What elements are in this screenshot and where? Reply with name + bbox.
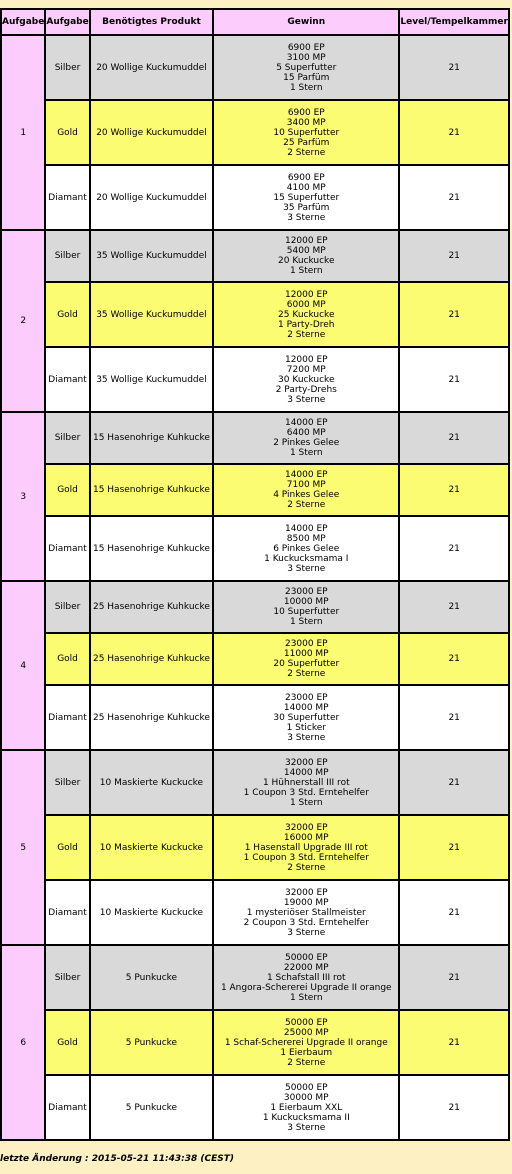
reward-line: 50000 EP — [284, 1082, 328, 1093]
level-cell: 21 — [399, 1010, 509, 1075]
reward-cell — [213, 815, 399, 880]
reward-line: 2 Sterne — [287, 500, 326, 510]
reward-line: 1 mysteriöser Stallmeister — [246, 907, 366, 918]
reward-line: 1 Stern — [289, 617, 323, 627]
reward-cell — [213, 581, 399, 633]
reward-line: 3 Sterne — [287, 927, 326, 938]
product-cell: 20 Wollige Kuckumuddel — [90, 165, 213, 230]
reward-line: 1 Schafstall III rot — [266, 972, 346, 983]
reward-line: 20 Superfutter — [273, 659, 340, 669]
reward-cell — [213, 35, 399, 100]
reward-line: 25000 MP — [283, 1027, 329, 1038]
reward-line: 50000 EP — [284, 952, 328, 963]
table-row — [1, 100, 509, 165]
tier-cell: Silber — [45, 581, 89, 633]
reward-line: 14000 EP — [284, 523, 328, 534]
level-cell: 21 — [399, 347, 509, 412]
reward-cell — [213, 464, 399, 516]
reward-cell — [213, 100, 399, 165]
tier-cell: Gold — [45, 815, 89, 880]
table-row — [1, 347, 509, 412]
product-cell: 5 Punkucke — [90, 1075, 213, 1140]
task-number-cell: 2 — [1, 230, 45, 412]
table-row — [1, 880, 509, 945]
table-row — [1, 815, 509, 880]
reward-line: 1 Sticker — [286, 722, 326, 733]
task-number-cell: 3 — [1, 412, 45, 581]
product-cell: 25 Hasenohrige Kuhkucke — [90, 581, 213, 633]
reward-line: 50000 EP — [284, 1017, 328, 1028]
reward-cell — [213, 1075, 399, 1140]
table-row — [1, 35, 509, 100]
tier-cell: Silber — [45, 35, 89, 100]
reward-line: 10000 MP — [283, 597, 329, 607]
table-row — [1, 581, 509, 633]
reward-line: 32000 EP — [284, 757, 328, 768]
reward-cell — [213, 516, 399, 581]
product-cell: 10 Maskierte Kuckucke — [90, 815, 213, 880]
level-cell: 21 — [399, 165, 509, 230]
level-cell: 21 — [399, 230, 509, 282]
reward-line: 23000 EP — [284, 639, 328, 649]
product-cell: 5 Punkucke — [90, 945, 213, 1010]
reward-line: 6400 MP — [286, 428, 326, 438]
reward-line: 3 Sterne — [287, 732, 326, 743]
last-modified-footer: letzte Änderung : 2015-05-21 11:43:38 (CEST) — [0, 1154, 234, 1164]
reward-line: 2 Sterne — [287, 329, 326, 340]
tier-cell: Silber — [45, 750, 89, 815]
reward-line: 5 Superfutter — [276, 62, 337, 73]
tier-cell: Silber — [45, 412, 89, 464]
tier-cell: Gold — [45, 633, 89, 685]
level-cell: 21 — [399, 464, 509, 516]
reward-line: 1 Coupon 3 Std. Erntehelfer — [243, 852, 369, 863]
reward-line: 1 Stern — [289, 797, 323, 808]
reward-line: 23000 EP — [284, 587, 328, 597]
task-number-cell: 4 — [1, 581, 45, 750]
reward-cell — [213, 685, 399, 750]
reward-cell — [213, 347, 399, 412]
reward-line: 2 Party-Drehs — [275, 384, 337, 395]
product-cell: 15 Hasenohrige Kuhkucke — [90, 412, 213, 464]
reward-line: 6000 MP — [286, 299, 326, 310]
table-row — [1, 230, 509, 282]
reward-line: 35 Parfüm — [283, 202, 330, 213]
reward-cell — [213, 282, 399, 347]
reward-line: 25 Parfüm — [283, 137, 330, 148]
reward-line: 4100 MP — [286, 182, 326, 193]
reward-line: 22000 MP — [283, 962, 329, 973]
task-number-cell: 5 — [1, 750, 45, 945]
level-cell: 21 — [399, 880, 509, 945]
table-row — [1, 165, 509, 230]
reward-line: 1 Schaf-Schererei Upgrade II orange — [224, 1037, 388, 1048]
reward-cell — [213, 633, 399, 685]
reward-line: 19000 MP — [283, 897, 329, 908]
product-cell: 35 Wollige Kuckumuddel — [90, 230, 213, 282]
reward-line: 11000 MP — [283, 649, 329, 659]
level-cell: 21 — [399, 750, 509, 815]
header-row — [1, 9, 509, 35]
reward-line: 30 Superfutter — [273, 712, 340, 723]
tier-cell: Diamant — [45, 685, 89, 750]
tier-cell: Silber — [45, 230, 89, 282]
product-cell: 25 Hasenohrige Kuhkucke — [90, 685, 213, 750]
header-reward: Gewinn — [213, 9, 399, 35]
reward-cell — [213, 412, 399, 464]
reward-line: 12000 EP — [284, 236, 328, 246]
reward-line: 1 Stern — [289, 266, 323, 276]
reward-line: 15 Parfüm — [283, 72, 330, 83]
level-cell: 21 — [399, 412, 509, 464]
reward-line: 3400 MP — [286, 117, 326, 128]
reward-line: 1 Kuckucksmama II — [262, 1112, 350, 1123]
reward-line: 30000 MP — [283, 1092, 329, 1103]
reward-line: 2 Sterne — [287, 862, 326, 873]
reward-line: 2 Sterne — [287, 1057, 326, 1068]
product-cell: 10 Maskierte Kuckucke — [90, 750, 213, 815]
level-cell: 21 — [399, 282, 509, 347]
product-cell: 35 Wollige Kuckumuddel — [90, 282, 213, 347]
reward-line: 20 Kuckucke — [278, 256, 335, 266]
product-cell: 15 Hasenohrige Kuhkucke — [90, 516, 213, 581]
tier-cell: Gold — [45, 1010, 89, 1075]
reward-line: 3 Sterne — [287, 394, 326, 405]
reward-line: 30 Kuckucke — [278, 374, 335, 385]
reward-line: 16000 MP — [283, 832, 329, 843]
product-cell: 35 Wollige Kuckumuddel — [90, 347, 213, 412]
table-row — [1, 464, 509, 516]
reward-line: 1 Stern — [289, 82, 323, 93]
reward-line: 6900 EP — [287, 42, 325, 53]
table-row — [1, 1075, 509, 1140]
reward-line: 1 Kuckucksmama I — [264, 553, 349, 564]
tier-cell: Diamant — [45, 165, 89, 230]
table-row — [1, 282, 509, 347]
tier-cell: Diamant — [45, 880, 89, 945]
reward-line: 1 Eierbaum XXL — [270, 1102, 343, 1113]
tier-cell: Gold — [45, 464, 89, 516]
table-body — [1, 35, 509, 1140]
reward-line: 14000 EP — [284, 470, 328, 480]
reward-line: 2 Coupon 3 Std. Erntehelfer — [243, 917, 369, 928]
reward-line: 1 Stern — [289, 992, 323, 1003]
reward-line: 2 Sterne — [287, 147, 326, 158]
reward-cell — [213, 1010, 399, 1075]
product-cell: 25 Hasenohrige Kuhkucke — [90, 633, 213, 685]
table-row — [1, 750, 509, 815]
reward-line: 8500 MP — [286, 533, 326, 544]
reward-line: 1 Hühnerstall III rot — [262, 777, 350, 788]
reward-line: 15 Superfutter — [273, 192, 340, 203]
table-row — [1, 412, 509, 464]
level-cell: 21 — [399, 100, 509, 165]
tier-cell: Diamant — [45, 1075, 89, 1140]
reward-line: 32000 EP — [284, 822, 328, 833]
product-cell: 15 Hasenohrige Kuhkucke — [90, 464, 213, 516]
product-cell: 10 Maskierte Kuckucke — [90, 880, 213, 945]
tier-cell: Gold — [45, 282, 89, 347]
task-number-cell: 6 — [1, 945, 45, 1140]
reward-line: 25 Kuckucke — [278, 309, 335, 320]
level-cell: 21 — [399, 685, 509, 750]
reward-line: 5400 MP — [286, 246, 326, 256]
reward-line: 6900 EP — [287, 172, 325, 183]
level-cell: 21 — [399, 945, 509, 1010]
level-cell: 21 — [399, 516, 509, 581]
reward-cell — [213, 750, 399, 815]
level-cell: 21 — [399, 581, 509, 633]
reward-line: 14000 MP — [283, 702, 329, 713]
reward-line: 1 Stern — [289, 448, 323, 458]
reward-line: 10 Superfutter — [273, 607, 340, 617]
header-level: Level/Tempelkammer — [399, 9, 509, 35]
reward-line: 4 Pinkes Gelee — [273, 490, 340, 500]
reward-line: 7200 MP — [286, 364, 326, 375]
reward-line: 32000 EP — [284, 887, 328, 898]
reward-line: 1 Angora-Schererei Upgrade II orange — [220, 982, 392, 993]
reward-line: 6 Pinkes Gelee — [273, 543, 340, 554]
table-row — [1, 945, 509, 1010]
reward-cell — [213, 230, 399, 282]
tier-cell: Silber — [45, 945, 89, 1010]
tasks-table — [0, 8, 510, 1141]
reward-line: 1 Party-Dreh — [278, 319, 335, 330]
level-cell: 21 — [399, 35, 509, 100]
reward-cell — [213, 945, 399, 1010]
reward-line: 3 Sterne — [287, 563, 326, 574]
reward-line: 14000 EP — [284, 418, 328, 428]
table-row — [1, 685, 509, 750]
reward-line: 7100 MP — [286, 480, 326, 490]
reward-line: 1 Coupon 3 Std. Erntehelfer — [243, 787, 369, 798]
tier-cell: Diamant — [45, 347, 89, 412]
table-row — [1, 516, 509, 581]
product-cell: 5 Punkucke — [90, 1010, 213, 1075]
reward-line: 12000 EP — [284, 354, 328, 365]
level-cell: 21 — [399, 633, 509, 685]
tier-cell: Diamant — [45, 516, 89, 581]
reward-line: 14000 MP — [283, 767, 329, 778]
reward-line: 1 Hasenstall Upgrade III rot — [244, 842, 368, 853]
reward-cell — [213, 165, 399, 230]
reward-line: 3 Sterne — [287, 212, 326, 223]
product-cell: 20 Wollige Kuckumuddel — [90, 100, 213, 165]
reward-line: 12000 EP — [284, 289, 328, 300]
reward-line: 3100 MP — [286, 52, 326, 63]
reward-cell — [213, 880, 399, 945]
reward-line: 2 Pinkes Gelee — [273, 438, 340, 448]
level-cell: 21 — [399, 1075, 509, 1140]
header-aufgabe-tier: Aufgabe — [45, 9, 89, 35]
reward-line: 3 Sterne — [287, 1122, 326, 1133]
reward-line: 10 Superfutter — [273, 127, 340, 138]
table-row — [1, 1010, 509, 1075]
level-cell: 21 — [399, 815, 509, 880]
reward-line: 6900 EP — [287, 107, 325, 118]
tier-cell: Gold — [45, 100, 89, 165]
task-number-cell: 1 — [1, 35, 45, 230]
table-row — [1, 633, 509, 685]
reward-line: 1 Eierbaum — [280, 1047, 333, 1058]
header-product: Benötigtes Produkt — [90, 9, 213, 35]
reward-line: 23000 EP — [284, 692, 328, 703]
product-cell: 20 Wollige Kuckumuddel — [90, 35, 213, 100]
reward-line: 2 Sterne — [287, 669, 326, 679]
header-aufgabe-number: Aufgabe — [1, 9, 45, 35]
